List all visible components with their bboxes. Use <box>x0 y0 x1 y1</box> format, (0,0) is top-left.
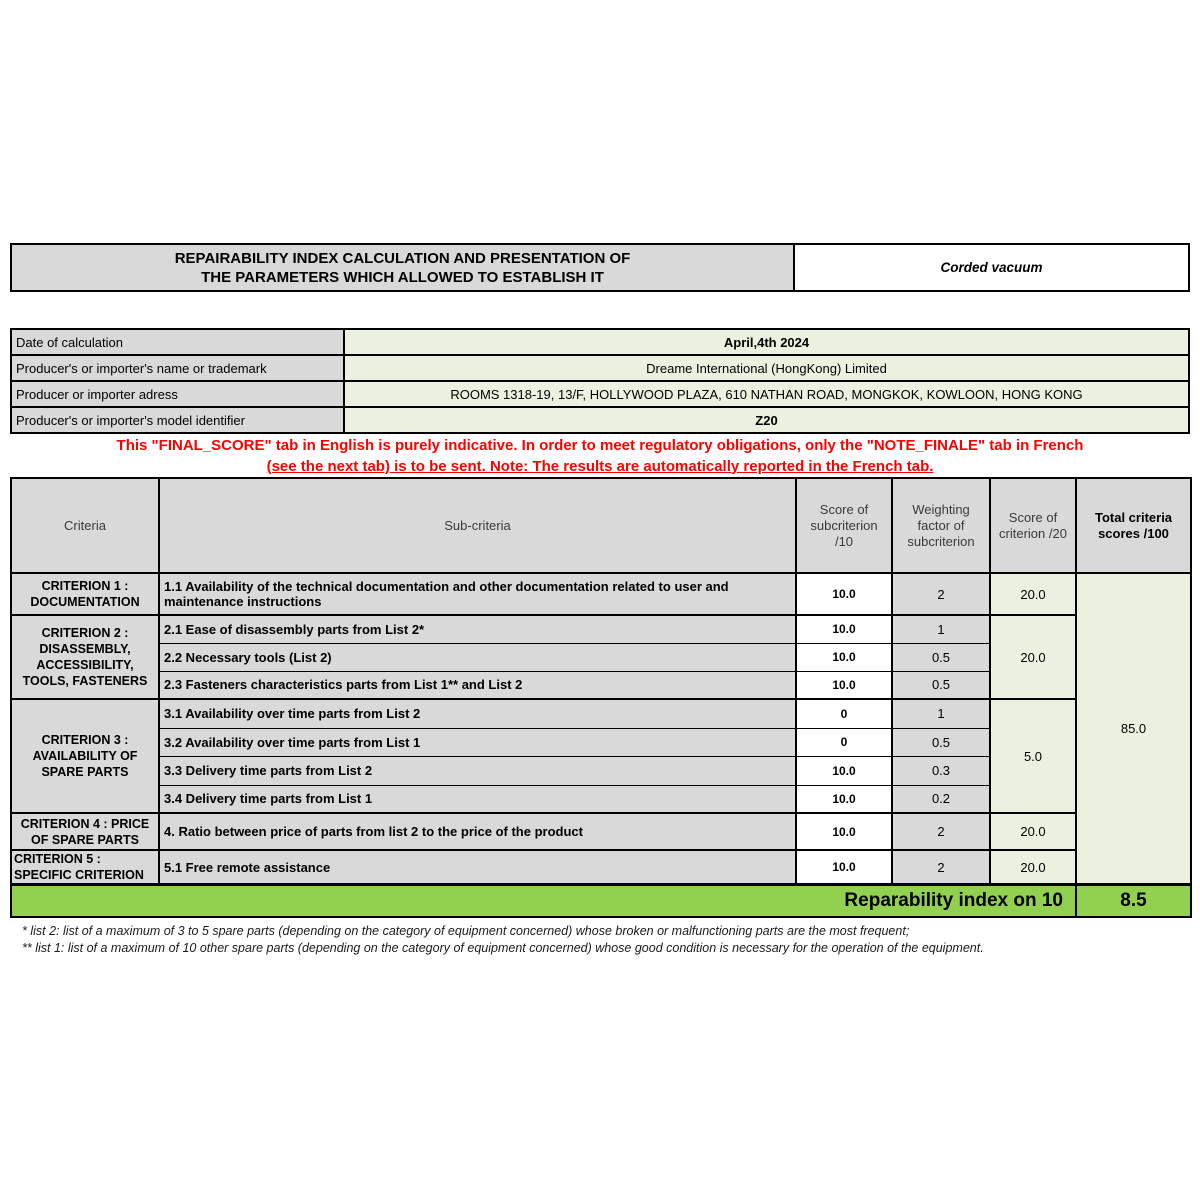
producer-info-table <box>10 328 1190 434</box>
regulatory-warning <box>10 434 1190 477</box>
score10-2-3: 10.0 <box>796 671 892 699</box>
footnote-list-1: ** list 1: list of a maximum of 10 other spare parts (depending on the category of equipment concerned) whose good condition is necessary for the operation of the equipment. <box>22 940 984 955</box>
subcriterion-3-1: 3.1 Availability over time parts from List 2 <box>159 699 796 728</box>
score20-criterion-1: 20.0 <box>990 573 1076 615</box>
weight-3-2: 0.5 <box>892 728 990 756</box>
weight-2-2: 0.5 <box>892 643 990 671</box>
product-category-label: Corded vacuum <box>795 245 1188 290</box>
spacer <box>10 292 1190 328</box>
warning-line-2: (see the next tab) is to be sent. Note: The results are automatically reported in the French tab. <box>266 457 934 475</box>
weight-5-1: 2 <box>892 850 990 885</box>
criterion-5-label: CRITERION 5 : SPECIFIC CRITERION <box>11 850 159 885</box>
subcriterion-2-2: 2.2 Necessary tools (List 2) <box>159 643 796 671</box>
top-whitespace <box>0 0 1200 243</box>
weight-2-3: 0.5 <box>892 671 990 699</box>
warning-line-1: This "FINAL_SCORE" tab in English is purely indicative. In order to meet regulatory obligations, only the "NOTE_FINALE" tab in French <box>116 436 1084 454</box>
score20-criterion-5: 20.0 <box>990 850 1076 885</box>
criterion-4-label: CRITERION 4 : PRICE OF SPARE PARTS <box>11 813 159 850</box>
subcriterion-2-3: 2.3 Fasteners characteristics parts from List 1** and List 2 <box>159 671 796 699</box>
table-row <box>11 850 1191 885</box>
score10-3-4: 10.0 <box>796 785 892 813</box>
score20-criterion-4: 20.0 <box>990 813 1076 850</box>
criterion-1-label: CRITERION 1 : DOCUMENTATION <box>11 573 159 615</box>
table-row <box>11 381 1189 407</box>
reparability-index-value: 8.5 <box>1076 885 1191 917</box>
subcriterion-1-1: 1.1 Availability of the technical documentation and other documentation related to user and maintenance instructions <box>159 573 796 615</box>
info-label-model: Producer's or importer's model identifier <box>11 407 344 433</box>
table-row <box>11 813 1191 850</box>
weight-3-4: 0.2 <box>892 785 990 813</box>
header-score-criterion: Score of criterion /20 <box>990 478 1076 573</box>
header-row <box>11 478 1191 573</box>
document-sheet <box>10 243 1190 957</box>
weight-1-1: 2 <box>892 573 990 615</box>
header-sub-criteria: Sub-criteria <box>159 478 796 573</box>
score10-5-1: 10.0 <box>796 850 892 885</box>
subcriterion-4: 4. Ratio between price of parts from list 2 to the price of the product <box>159 813 796 850</box>
title-block <box>10 243 1190 292</box>
footnote-list-2: * list 2: list of a maximum of 3 to 5 spare parts (depending on the category of equipment concerned) whose broken or malfunctioning parts are the most frequent; <box>22 923 910 938</box>
footnotes <box>22 923 1190 957</box>
header-weighting-factor: Weighting factor of subcriterion <box>892 478 990 573</box>
score10-3-3: 10.0 <box>796 756 892 785</box>
info-value-producer-name: Dreame International (HongKong) Limited <box>344 355 1189 381</box>
score10-2-2: 10.0 <box>796 643 892 671</box>
table-row <box>11 573 1191 615</box>
info-value-address: ROOMS 1318-19, 13/F, HOLLYWOOD PLAZA, 610 NATHAN ROAD, MONGKOK, KOWLOON, HONG KONG <box>344 381 1189 407</box>
header-criteria: Criteria <box>11 478 159 573</box>
score20-criterion-2: 20.0 <box>990 615 1076 699</box>
criteria-score-table <box>10 477 1192 918</box>
info-value-date: April,4th 2024 <box>344 329 1189 355</box>
info-label-date: Date of calculation <box>11 329 344 355</box>
reparability-index-label: Reparability index on 10 <box>11 885 1076 917</box>
table-row <box>11 407 1189 433</box>
table-row <box>11 355 1189 381</box>
criterion-2-label: CRITERION 2 : DISASSEMBLY, ACCESSIBILITY, TOOLS, FASTENERS <box>11 615 159 699</box>
score20-criterion-3: 5.0 <box>990 699 1076 813</box>
subcriterion-3-4: 3.4 Delivery time parts from List 1 <box>159 785 796 813</box>
subcriterion-5-1: 5.1 Free remote assistance <box>159 850 796 885</box>
score10-2-1: 10.0 <box>796 615 892 643</box>
score10-4: 10.0 <box>796 813 892 850</box>
reparability-index-row <box>11 885 1191 917</box>
weight-3-1: 1 <box>892 699 990 728</box>
subcriterion-3-3: 3.3 Delivery time parts from List 2 <box>159 756 796 785</box>
info-value-model: Z20 <box>344 407 1189 433</box>
subcriterion-3-2: 3.2 Availability over time parts from List 1 <box>159 728 796 756</box>
score10-3-1: 0 <box>796 699 892 728</box>
criterion-3-label: CRITERION 3 : AVAILABILITY OF SPARE PARTS <box>11 699 159 813</box>
subcriterion-2-1: 2.1 Ease of disassembly parts from List 2* <box>159 615 796 643</box>
header-total-scores: Total criteria scores /100 <box>1076 478 1191 573</box>
score10-1-1: 10.0 <box>796 573 892 615</box>
table-row <box>11 615 1191 643</box>
weight-2-1: 1 <box>892 615 990 643</box>
title-line-1: REPAIRABILITY INDEX CALCULATION AND PRESENTATION OF <box>174 249 631 267</box>
weight-4: 2 <box>892 813 990 850</box>
info-label-producer-name: Producer's or importer's name or trademark <box>11 355 344 381</box>
document-title <box>12 245 795 290</box>
info-label-address: Producer or importer adress <box>11 381 344 407</box>
header-score-subcriterion: Score of subcriterion /10 <box>796 478 892 573</box>
table-row <box>11 329 1189 355</box>
total-criteria-score: 85.0 <box>1076 573 1191 885</box>
table-row <box>11 699 1191 728</box>
score10-3-2: 0 <box>796 728 892 756</box>
weight-3-3: 0.3 <box>892 756 990 785</box>
title-line-2: THE PARAMETERS WHICH ALLOWED TO ESTABLISH IT <box>201 268 604 286</box>
